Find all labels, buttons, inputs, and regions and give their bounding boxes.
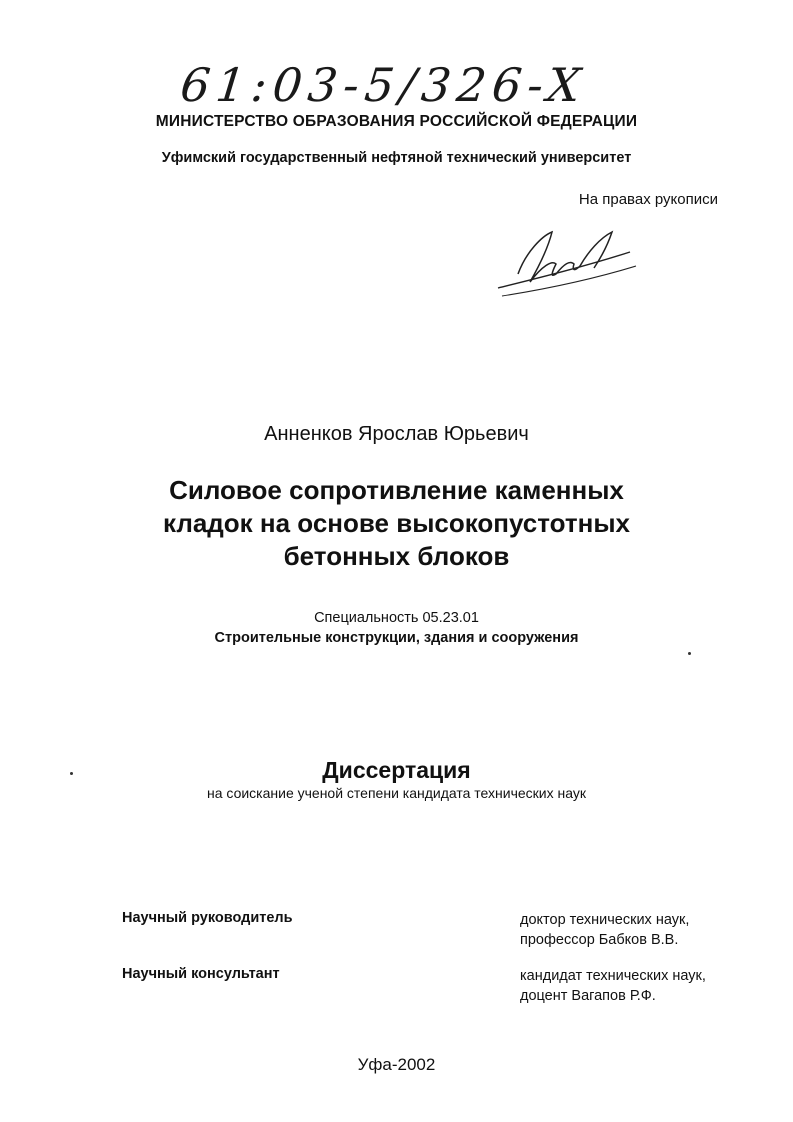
title-line: бетонных блоков <box>283 541 510 571</box>
title-line: Силовое сопротивление каменных <box>169 475 624 505</box>
university-name: Уфимский государственный нефтяной технический университет <box>161 150 632 166</box>
supervisor-degree: доктор технических наук, <box>520 912 690 928</box>
handwritten-catalog-number: 61:03-5/326-X <box>178 58 590 112</box>
scan-speck <box>70 772 73 775</box>
dissertation-subtitle: на соискание ученой степени кандидата технических наук <box>207 785 586 801</box>
specialty-code: Специальность 05.23.01 <box>314 610 479 626</box>
consultant-info <box>520 966 706 1006</box>
consultant-degree: кандидат технических наук, <box>520 968 706 984</box>
ministry-heading: МИНИСТЕРСТВО ОБРАЗОВАНИЯ РОССИЙСКОЙ ФЕДЕРАЦИИ <box>155 113 638 130</box>
dissertation-title <box>0 474 793 573</box>
author-name: Анненков Ярослав Юрьевич <box>264 423 529 445</box>
signature-icon <box>490 222 640 302</box>
manuscript-note: На правах рукописи <box>578 191 718 208</box>
supervisor-info <box>520 910 689 950</box>
consultant-role: Научный консультант <box>122 966 280 982</box>
supervisor-name: профессор Бабков В.В. <box>520 932 679 948</box>
specialty-name: Строительные конструкции, здания и сооружения <box>214 630 579 646</box>
title-line: кладок на основе высокопустотных <box>162 508 630 538</box>
supervisor-role: Научный руководитель <box>122 910 293 926</box>
city-year: Уфа-2002 <box>357 1055 436 1074</box>
scan-speck <box>688 652 691 655</box>
dissertation-heading: Диссертация <box>322 757 471 783</box>
consultant-name: доцент Вагапов Р.Ф. <box>520 988 656 1004</box>
